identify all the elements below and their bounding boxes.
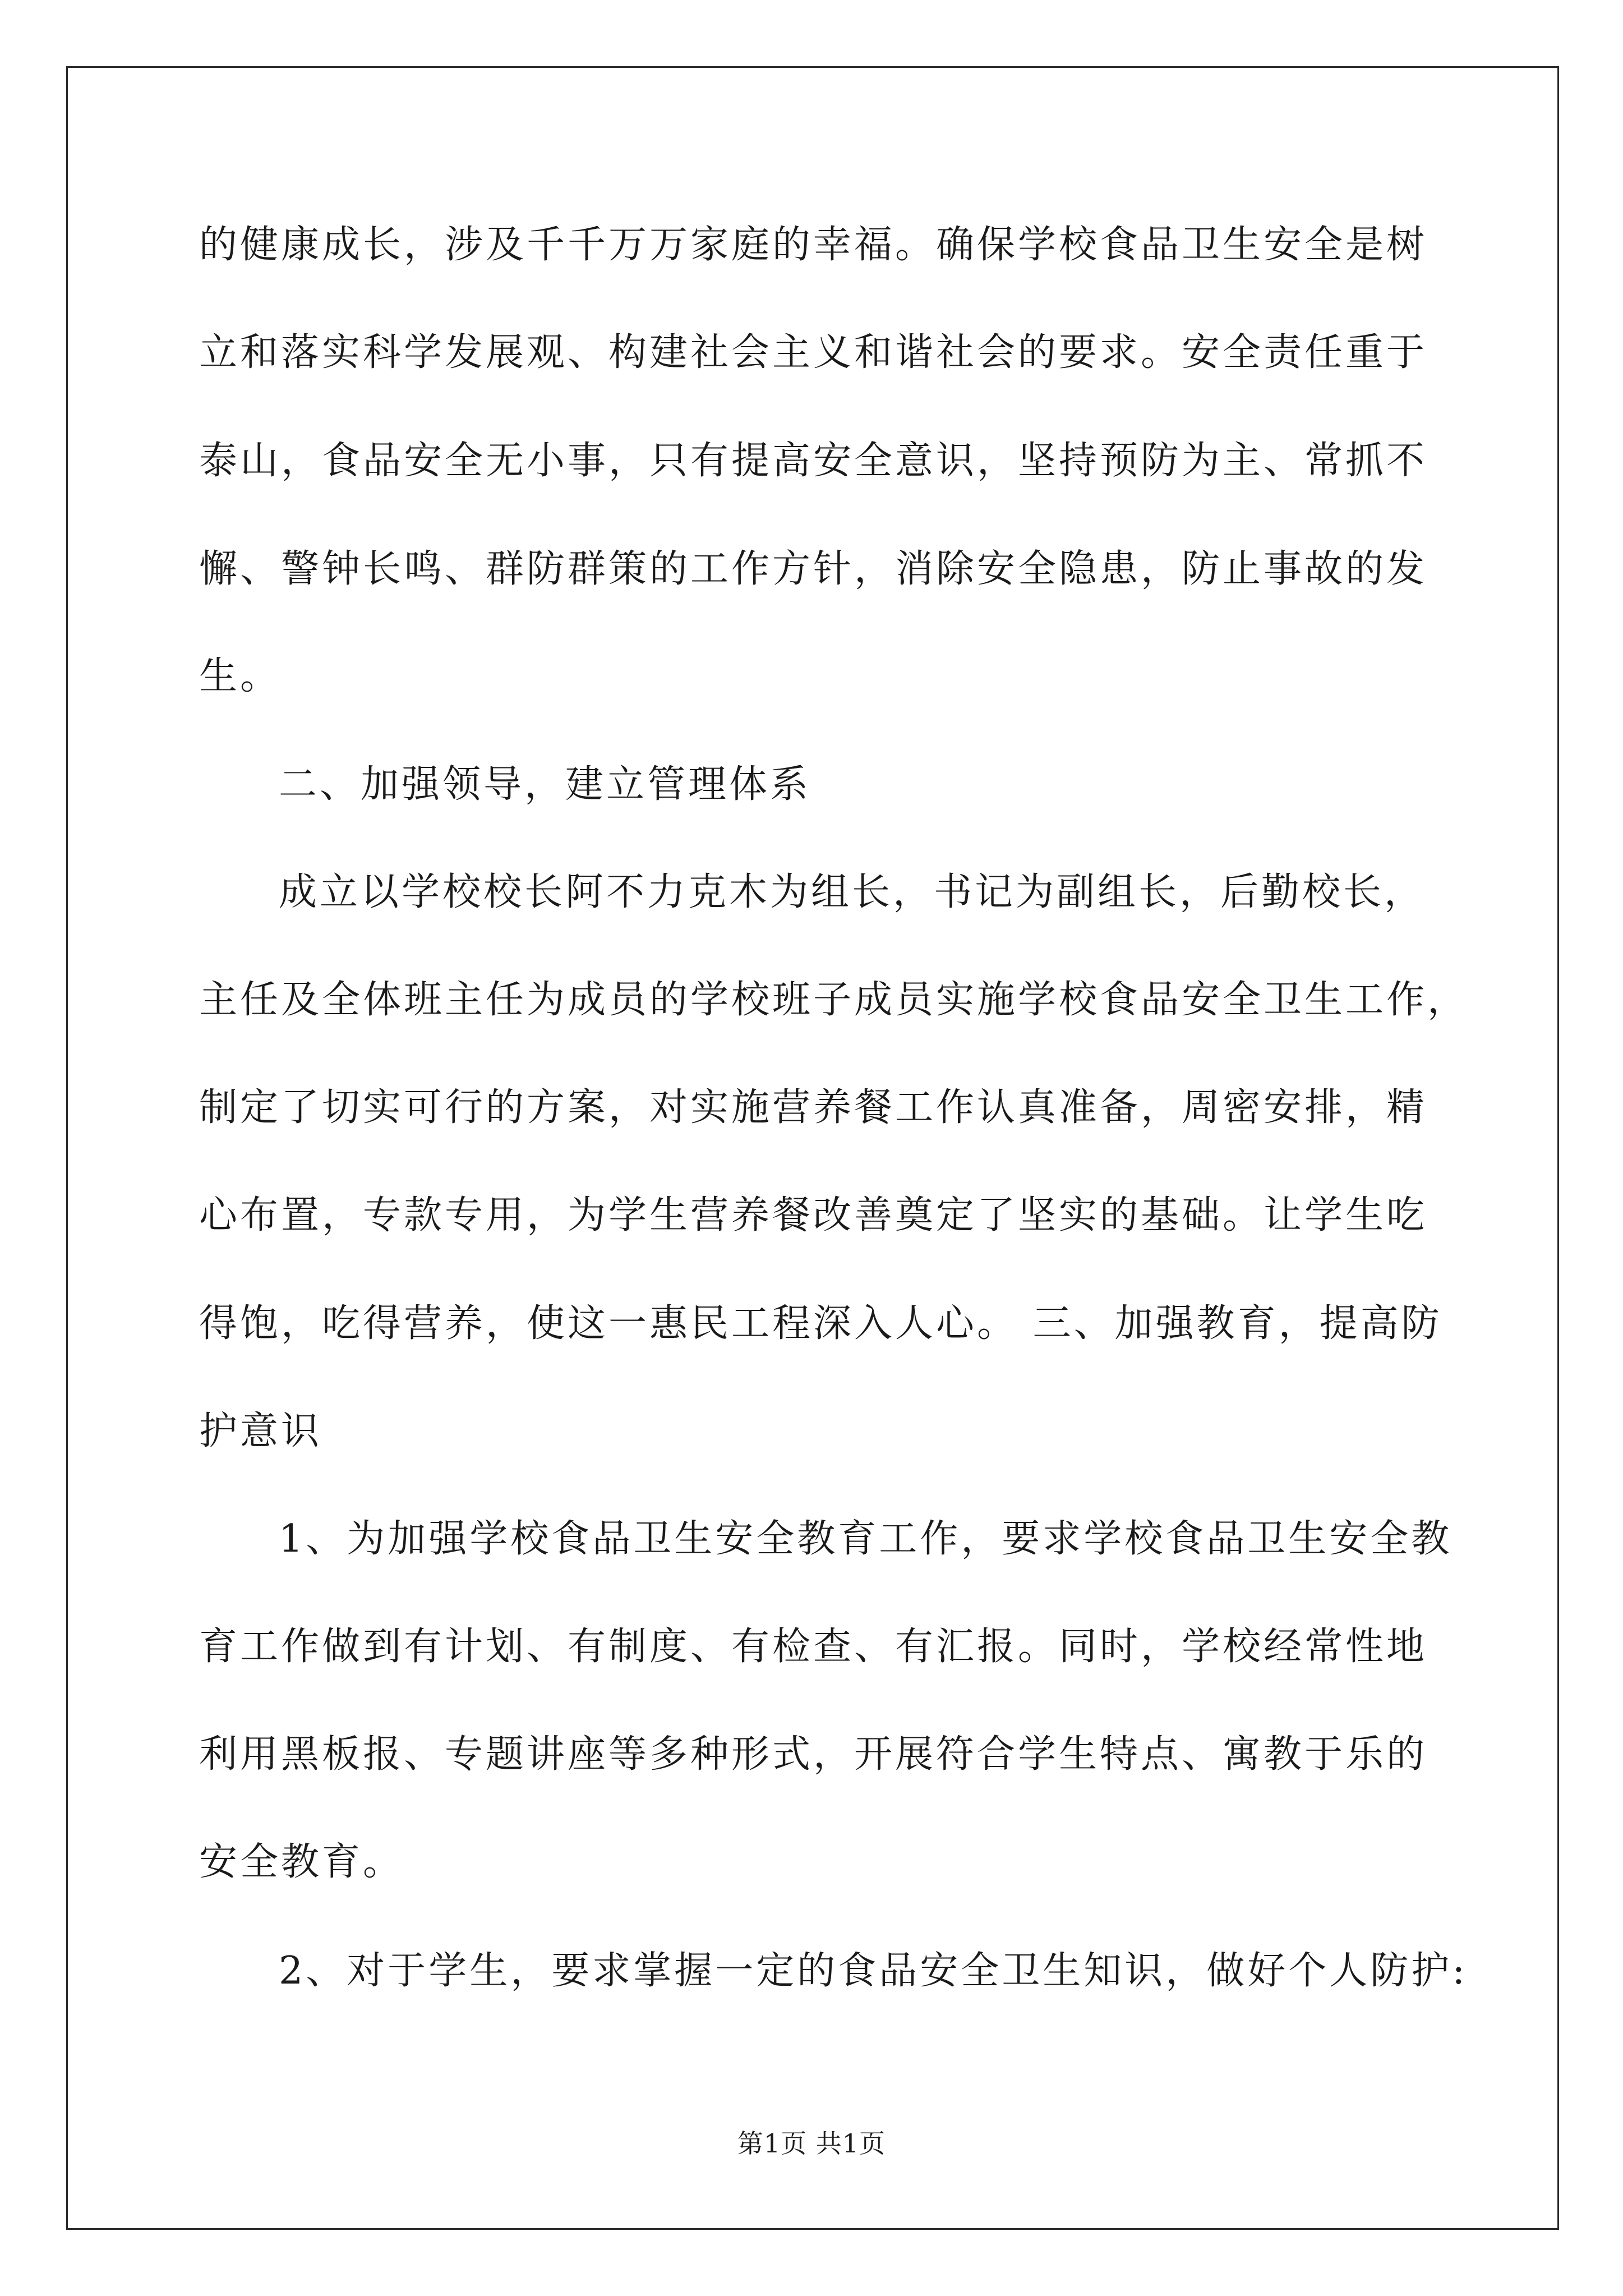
section-heading-2: 二、加强领导，建立管理体系 xyxy=(279,762,811,807)
text-line-8: 主任及全体班主任为成员的学校班子成员实施学校食品安全卫生工作， xyxy=(199,978,1469,1022)
text-line-4: 懈、警钟长鸣、群防群策的工作方针，消除安全隐患，防止事故的发 xyxy=(199,547,1428,591)
text-line-10: 心布置，专款专用，为学生营养餐改善奠定了坚实的基础。让学生吃 xyxy=(199,1193,1428,1237)
text-line-14: 育工作做到有计划、有制度、有检查、有汇报。同时，学校经常性地 xyxy=(199,1625,1428,1669)
text-line-11: 得饱，吃得营养，使这一惠民工程深入人心。 三、加强教育，提高防 xyxy=(199,1301,1442,1346)
text-line-5: 生。 xyxy=(199,654,282,698)
text-line-12: 护意识 xyxy=(199,1409,322,1453)
text-line-16: 安全教育。 xyxy=(199,1840,404,1884)
page-border xyxy=(66,66,1559,2230)
text-line-1: 的健康成长，涉及千千万万家庭的幸福。确保学校食品卫生安全是树 xyxy=(199,223,1428,267)
page-number-footer: 第1页 共1页 xyxy=(737,2128,886,2159)
text-line-15: 利用黑板报、专题讲座等多种形式，开展符合学生特点、寓教于乐的 xyxy=(199,1732,1428,1777)
text-line-3: 泰山，食品安全无小事，只有提高安全意识，坚持预防为主、常抓不 xyxy=(199,439,1428,483)
text-line-17: 2、对于学生，要求掌握一定的食品安全卫生知识，做好个人防护: xyxy=(279,1949,1468,1993)
text-line-7: 成立以学校校长阿不力克木为组长，书记为副组长，后勤校长， xyxy=(279,870,1426,914)
text-line-13: 1、为加强学校食品卫生安全教育工作，要求学校食品卫生安全教 xyxy=(279,1517,1453,1561)
text-line-2: 立和落实科学发展观、构建社会主义和谐社会的要求。安全责任重于 xyxy=(199,330,1428,375)
text-line-9: 制定了切实可行的方案，对实施营养餐工作认真准备，周密安排，精 xyxy=(199,1085,1428,1130)
